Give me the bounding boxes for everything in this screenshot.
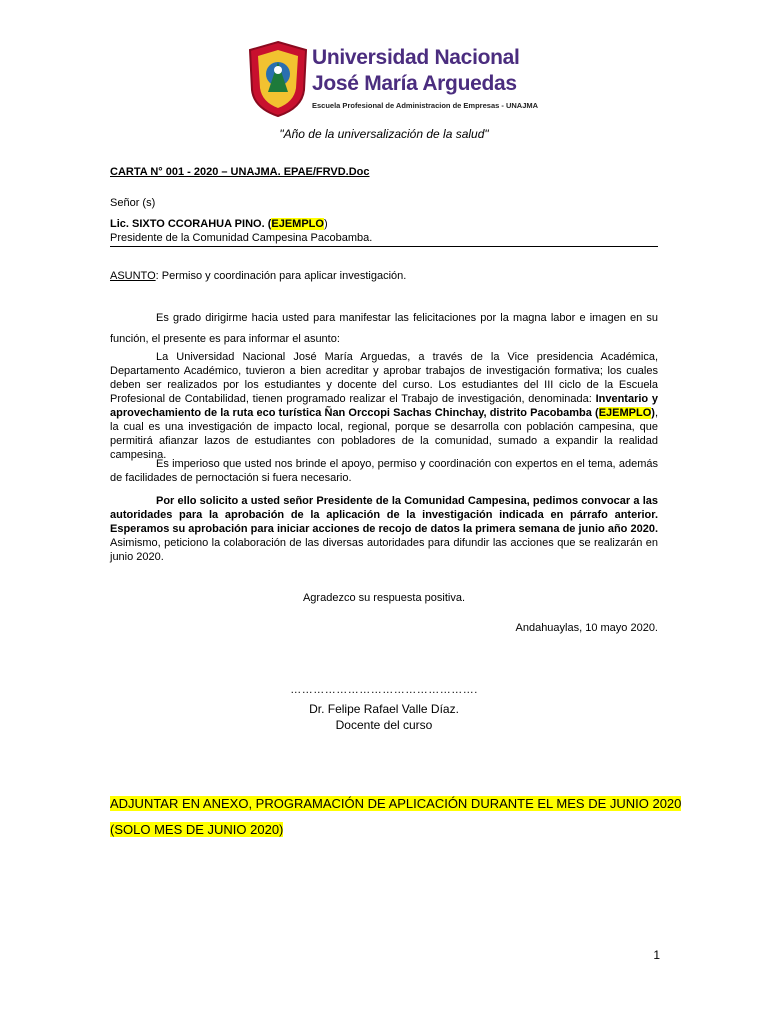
signer-name: Dr. Felipe Rafael Valle Díaz.: [309, 702, 459, 716]
paragraph-request-bold: Por ello solicito a usted señor Presidente de la Comunidad Campesina, pedimos convocar a las autoridades para la aprobación de la aplicación de la investigación indicada en párrafo anterior. Esperamos su aprobación para iniciar acciones de recojo de datos la primera semana de junio año 2020.: [110, 495, 658, 535]
recipient-line: [110, 218, 328, 230]
paragraph-intro-text: Es grado dirigirme hacia usted para manifestar las felicitaciones por la magna labor e imagen en su función, el presente es para informar el asunto:: [110, 312, 658, 345]
paragraph-research: [110, 350, 658, 462]
salutation: Señor (s): [110, 197, 156, 209]
paragraph-request-rest: Asimismo, peticiono la colaboración de las diversas autoridades para difundir las acciones que se realizarán en junio 2020.: [110, 537, 658, 563]
research-title-close: ): [651, 407, 655, 419]
paragraph-research-rest: , la cual es una investigación de impacto local, regional, porque se desarrolla con población campesina, que permitirá afianzar lazos de estudiantes con pobladores de la comunidad, sumado a expandir la realidad campesina.: [110, 407, 658, 461]
paragraph-support: [110, 457, 658, 485]
university-name-line1: Universidad Nacional: [312, 46, 520, 69]
subject-line: [110, 270, 406, 282]
example-close: ): [323, 218, 328, 230]
recipient-name: Lic. SIXTO CCORAHUA PINO: [110, 218, 262, 230]
paragraph-support-text: Es imperioso que usted nos brinde el apoyo, permiso y coordinación con expertos en el tema, además de facilidades de pernoctación si fuera necesario.: [110, 458, 658, 484]
annex-note: ADJUNTAR EN ANEXO, PROGRAMACIÓN DE APLICACIÓN DURANTE EL MES DE JUNIO 2020: [110, 796, 682, 811]
research-title: Inventario y aprovechamiento de la ruta eco turística Ñan Orccopi Sachas Chinchay, distrito Pacobamba (: [110, 393, 658, 419]
university-name-line2: José María Arguedas: [312, 72, 517, 95]
example-tag: EJEMPLO: [271, 218, 324, 230]
signature-line: ………………………………………….: [290, 684, 478, 696]
letter-reference: CARTA N° 001 - 2020 – UNAJMA. EPAE/FRVD.Doc: [110, 166, 370, 178]
research-example-tag: EJEMPLO: [598, 407, 652, 419]
university-logo: [246, 40, 539, 120]
paragraph-request: [110, 494, 658, 564]
school-name: Escuela Profesional de Administracion de Empresas - UNAJMA: [312, 101, 539, 110]
thanks-line: Agradezco su respuesta positiva.: [302, 592, 466, 604]
paragraph-intro: [110, 308, 658, 350]
place-date: Andahuaylas, 10 mayo 2020.: [515, 622, 658, 634]
recipient-title: Presidente de la Comunidad Campesina Pacobamba.: [110, 232, 658, 247]
subject-label: ASUNTO: [110, 270, 156, 282]
university-crest-icon: [246, 40, 310, 118]
annex-note-month: (SOLO MES DE JUNIO 2020): [110, 822, 284, 837]
page-number: 1: [653, 948, 660, 962]
year-motto: "Año de la universalización de la salud": [279, 127, 489, 141]
subject-text: : Permiso y coordinación para aplicar investigación.: [155, 270, 407, 282]
recipient-separator: . (: [261, 218, 272, 230]
paragraph-research-text: La Universidad Nacional José María Arguedas, a través de la Vice presidencia Académica, Departamento Académico, tuvieron a bien acreditar y aprobar trabajos de investigación formativa; los cuales deben ser realizados por los estudiantes y docente del curso. Los estudiantes del III ciclo de la Escuela Profesional de Contabilidad, tienen programado realizar el Trabajo de investigación, denominada:: [110, 351, 658, 405]
signer-role: Docente del curso: [335, 718, 433, 732]
